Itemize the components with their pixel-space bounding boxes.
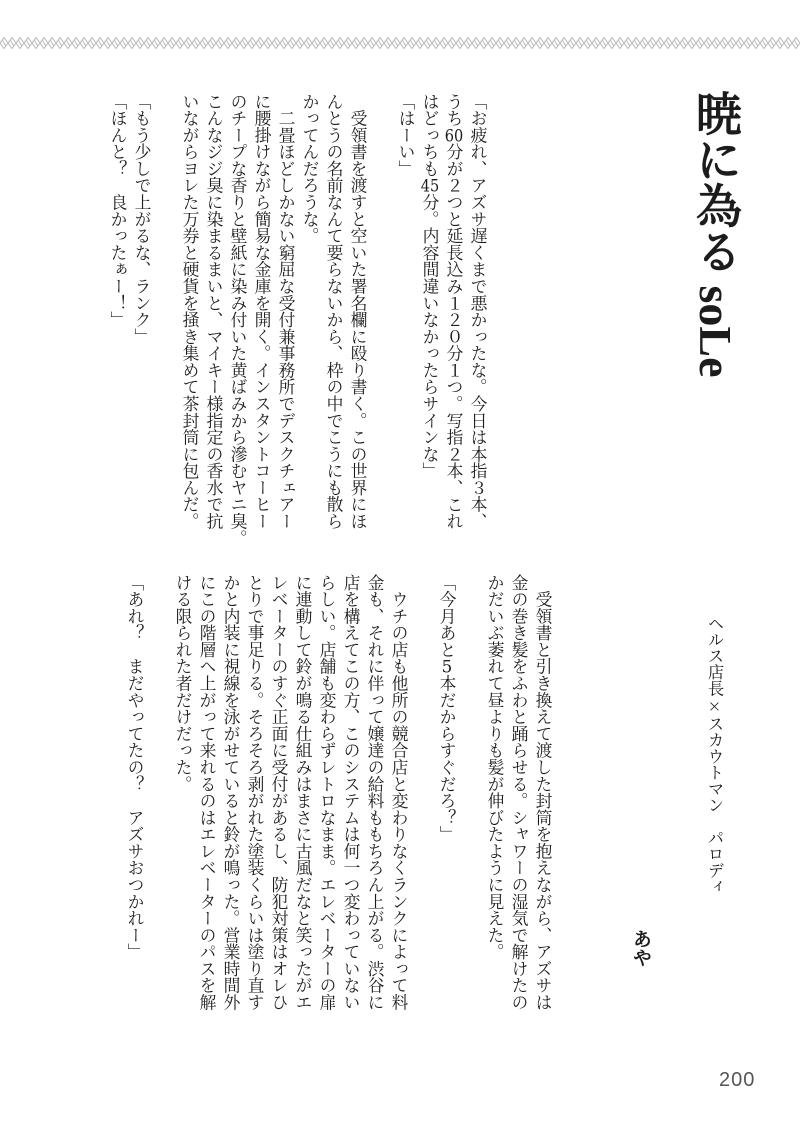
- text-column: ウチの店も他所の競合店と変わりなくランクによって料: [389, 574, 409, 1011]
- text-column: にこの階層へ上がって来れるのはエレベーターのパスを解: [197, 574, 217, 1011]
- text-column: 金の巻き髪をふわと踊らせる。シャワーの湿気で解けたの: [509, 574, 529, 1011]
- dialogue-column: 「はーい」: [396, 93, 416, 177]
- blank-column: [370, 93, 394, 563]
- page-number: 200: [719, 1069, 756, 1091]
- blank-column: [147, 574, 171, 1044]
- dialogue-column: 「今月あと5本だからすぐだろ？」: [437, 574, 457, 843]
- text-column: 二畳ほどしかない窮屈な受付兼事務所でデスクチェアー: [276, 93, 296, 530]
- dialogue-column: 「ほんと？ 良かったぁー！」: [108, 93, 128, 329]
- blank-column: [154, 93, 178, 563]
- dialogue-column: 「お疲れ、アズサ遅くまで悪かったな。今日は本指３本、: [468, 93, 488, 530]
- blank-column: [459, 574, 483, 1044]
- text-column: ける限られた者だけだった。: [173, 574, 193, 793]
- text-column: に連動して鈴が鳴る仕組みはまさに古風だなと笑ったがエ: [293, 574, 313, 1011]
- text-column: んとうの名前なんて要らないから、枠の中でこうにも散ら: [324, 93, 344, 530]
- lower-text-block: [123, 574, 555, 1044]
- author-name: あや: [630, 929, 652, 967]
- dialogue-column: はどっちも45分。内容間違いなかったらサインな」: [420, 93, 440, 480]
- dialogue-column: うち60分が２つと延長込み１２０分１つ。写指２本、これ: [444, 93, 464, 530]
- text-column: らしい。店舗も変わらずレトロなまま。エレベーターの扉: [317, 574, 337, 1011]
- text-column: のチープな香りと壁紙に染み付いた黄ばみから滲むヤニ臭。: [228, 93, 248, 547]
- page-title: 暁に為る soLe: [690, 90, 741, 378]
- text-column: とりで事足りる。そろそろ剥がれた塗装くらいは塗り直す: [245, 574, 265, 1011]
- subtitle: ヘルス店長×スカウトマン パロディ: [705, 615, 724, 895]
- text-column: かってんだろうな。: [300, 93, 320, 245]
- dialogue-column: 「もう少しで上がるな、ランク」: [132, 93, 152, 345]
- braid-border-ornament-icon: [0, 36, 800, 50]
- text-column: こんなジジ臭に染まるまいと、マイキー様指定の香水で抗: [204, 93, 224, 530]
- text-column: に腰掛けながら簡易な金庫を開く。インスタントコーヒー: [252, 93, 272, 530]
- text-column: かと内装に視線を泳がせていると鈴が鳴った。営業時間外: [221, 574, 241, 1011]
- text-column: いながらヨレた万券と硬貨を掻き集めて茶封筒に包んだ。: [180, 93, 200, 530]
- upper-text-block: [106, 93, 490, 563]
- text-column: レベーターのすぐ正面に受付があるし、防犯対策はオレひ: [269, 574, 289, 1011]
- text-column: 金も、それに伴って嬢達の給料ももちろん上がる。渋谷に: [365, 574, 385, 1011]
- text-column: 受領書を渡すと空いた署名欄に殴り書く。この世界にほ: [348, 93, 368, 530]
- dialogue-column: 「あれ？ まだやってたの？ アズサおつかれー」: [125, 574, 145, 961]
- text-column: 店を構えてこの方、このシステムは何一つ変わっていない: [341, 574, 361, 1011]
- blank-column: [411, 574, 435, 1044]
- text-column: 受領書と引き換えて渡した封筒を抱えながら、アズサは: [533, 574, 553, 1011]
- text-column: かだいぶ萎れて昼よりも髪が伸びたように見えた。: [485, 574, 505, 961]
